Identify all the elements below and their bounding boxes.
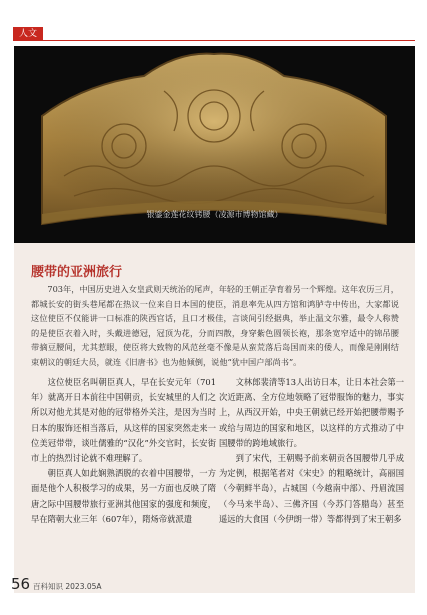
left-paragraph-2: 朝臣真人如此娴熟洒脱的衣着中国腰带，一方面是他个人积极学习的成果，另一方面也反映了隋唐之际中国腰带旅行亚洲其他国家的强度和频度，早在隋朝大业三年（607年），隋炀帝就派遣: [31, 468, 216, 524]
intro-paragraph: 703年，中国历史进入女皇武则天统治的尾声，年轻的王朝正孕育着另一个辉煌。这年农历三月，都城长安的街头巷尾都在热议一位来自日本国的使臣，消息率先从四方馆和鸿胪寺中传出，大家都说这位使臣不仅能讲一口标准的陕西官话，且口才极佳，言谈间引经据典，举止温文尔雅，最令人称赞的是使臣衣着入时，头戴进德冠，冠顶为花，分而四散，身穿紫色圆领长袍，那条宽窄适中的锦吊腰带摘豆腰间，尤其惹眼，使臣将大致物的风范丝毫不像是从蛮荒落后岛国而来的倭人，而像是刚刚结束朝议的朝廷大员，就连《旧唐书》也为他倾倒，说他“犹中国户部尚书”。: [31, 284, 399, 367]
section-tag: 人文: [13, 27, 43, 41]
left-column: [31, 375, 216, 527]
article-title: 腰带的亚洲旅行: [31, 265, 123, 280]
photo-caption: 银鎏金莲花纹铐腰（凌源市博物馆藏）: [146, 210, 283, 219]
right-column: [219, 375, 404, 527]
right-paragraph-2: 到了宋代，王朝赐予前来朝贡各国腰带几乎成为定例，根据笔者对《宋史》的粗略统计，高丽国（今朝鲜半岛），占城国（今越南中部）、丹眉流国（今马来半岛）、三佛齐国（今苏门答腊岛）甚至遥远的大食国（今伊朗一带）等都得到了宋王朝多: [219, 453, 404, 524]
left-paragraph-1: 这位使臣名叫朝臣真人，早在长安元年（701年）就离开日本前往中国朝贡，长安城里的人们之所以对他尤其是对他的冠带格外关注，是因为当时日本的服饰还相当落后，从这样的国家突然走来一位美冠带带，谈吐儒雅的“汉化”外交官时，长安街市上的热烈讨论就不难理解了。: [31, 377, 216, 464]
magazine-info: 百科知识 2023.05A: [33, 582, 102, 591]
section-divider: [43, 40, 415, 41]
right-paragraph-1: 文林郎裴清等13人出访日本，让日本社会第一次近距离、全方位地领略了冠带服饰的魅力，事实上，从西汉开始，中央王朝就已经开始把腰带赐予或给与周边的国家和地区，以这样的方式推动了中国腰带的跨地域旅行。: [219, 377, 404, 448]
page-number: 56: [11, 575, 31, 593]
